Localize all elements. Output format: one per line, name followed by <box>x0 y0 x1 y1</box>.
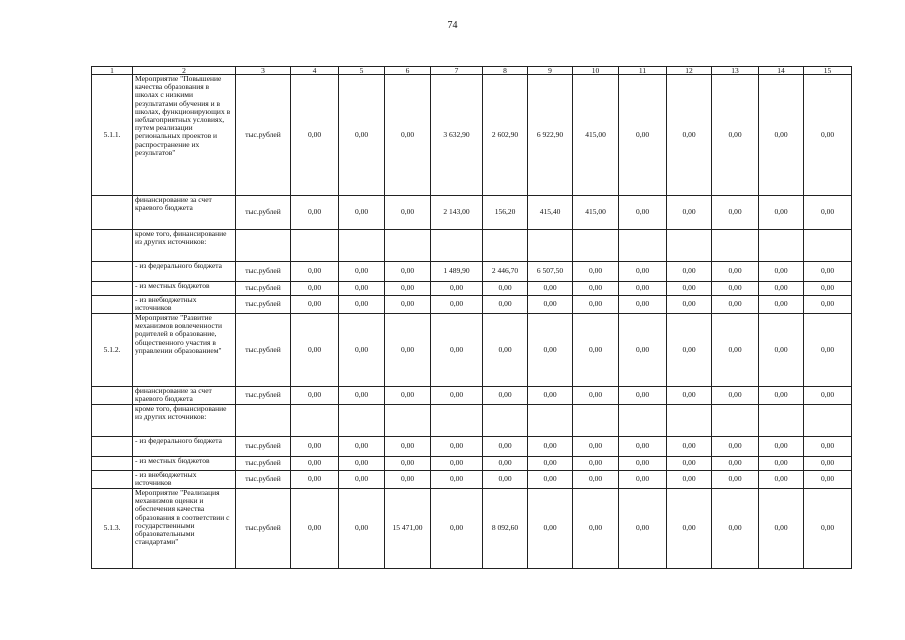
value-cell <box>712 405 759 437</box>
value-cell <box>291 405 339 437</box>
value-cell: 0,00 <box>759 296 804 314</box>
value-cell <box>431 405 483 437</box>
value-cell: 0,00 <box>528 282 573 296</box>
value-cell: 0,00 <box>291 437 339 457</box>
value-cell: 0,00 <box>804 387 852 405</box>
budget-table <box>91 66 852 569</box>
header-row <box>92 67 852 75</box>
value-cell: 0,00 <box>667 457 712 471</box>
value-cell: 0,00 <box>573 437 619 457</box>
value-cell: 0,00 <box>339 196 385 230</box>
value-cell: 0,00 <box>759 457 804 471</box>
row-code <box>92 282 133 296</box>
row-name: Мероприятие "Реализация механизмов оценки и обеспечения качества образования в соответствии с государственными образовательными стандартами" <box>133 489 236 569</box>
value-cell: 0,00 <box>573 471 619 489</box>
value-cell: 0,00 <box>291 471 339 489</box>
value-cell: 0,00 <box>385 457 431 471</box>
value-cell: 0,00 <box>291 489 339 569</box>
value-cell: 0,00 <box>667 314 712 387</box>
table-row <box>92 262 852 282</box>
value-cell <box>573 405 619 437</box>
value-cell: 0,00 <box>619 314 667 387</box>
value-cell: 0,00 <box>759 489 804 569</box>
value-cell: 0,00 <box>573 282 619 296</box>
value-cell: 0,00 <box>339 262 385 282</box>
value-cell: 0,00 <box>339 437 385 457</box>
value-cell: 0,00 <box>573 457 619 471</box>
row-name: - из федерального бюджета <box>133 437 236 457</box>
row-name: - из внебюджетных источников <box>133 471 236 489</box>
value-cell: 0,00 <box>804 296 852 314</box>
table-row <box>92 296 852 314</box>
value-cell: 0,00 <box>483 282 528 296</box>
value-cell: 0,00 <box>385 196 431 230</box>
value-cell <box>759 230 804 262</box>
row-code <box>92 196 133 230</box>
value-cell: 0,00 <box>431 489 483 569</box>
value-cell: 0,00 <box>339 387 385 405</box>
value-cell: 3 632,90 <box>431 75 483 196</box>
value-cell <box>528 230 573 262</box>
value-cell: 0,00 <box>759 314 804 387</box>
value-cell <box>385 405 431 437</box>
table-row <box>92 437 852 457</box>
value-cell: 0,00 <box>483 437 528 457</box>
row-name: кроме того, финансирование из других источников: <box>133 230 236 262</box>
table-row <box>92 489 852 569</box>
value-cell: 0,00 <box>759 437 804 457</box>
value-cell: 0,00 <box>804 75 852 196</box>
value-cell: 0,00 <box>385 262 431 282</box>
table-row <box>92 282 852 296</box>
row-unit: тыс.рублей <box>236 296 291 314</box>
row-unit: тыс.рублей <box>236 282 291 296</box>
row-code <box>92 230 133 262</box>
column-header: 2 <box>133 67 236 75</box>
row-unit: тыс.рублей <box>236 471 291 489</box>
value-cell: 6 922,90 <box>528 75 573 196</box>
value-cell: 0,00 <box>291 457 339 471</box>
value-cell <box>759 405 804 437</box>
value-cell: 0,00 <box>483 471 528 489</box>
value-cell: 0,00 <box>619 262 667 282</box>
value-cell: 0,00 <box>712 75 759 196</box>
row-name: - из местных бюджетов <box>133 457 236 471</box>
column-header: 4 <box>291 67 339 75</box>
column-header: 9 <box>528 67 573 75</box>
table-row <box>92 196 852 230</box>
value-cell <box>483 405 528 437</box>
value-cell: 0,00 <box>385 437 431 457</box>
value-cell: 2 446,70 <box>483 262 528 282</box>
value-cell: 0,00 <box>385 471 431 489</box>
value-cell: 0,00 <box>667 296 712 314</box>
table-row <box>92 75 852 196</box>
value-cell: 0,00 <box>431 314 483 387</box>
value-cell: 0,00 <box>667 196 712 230</box>
value-cell: 0,00 <box>385 282 431 296</box>
value-cell: 15 471,00 <box>385 489 431 569</box>
page-number: 74 <box>447 20 458 31</box>
column-header: 14 <box>759 67 804 75</box>
value-cell: 0,00 <box>528 314 573 387</box>
value-cell <box>431 230 483 262</box>
value-cell: 0,00 <box>759 196 804 230</box>
value-cell: 2 602,90 <box>483 75 528 196</box>
row-unit <box>236 230 291 262</box>
column-header: 10 <box>573 67 619 75</box>
value-cell: 0,00 <box>712 262 759 282</box>
value-cell: 0,00 <box>804 437 852 457</box>
value-cell: 0,00 <box>712 196 759 230</box>
value-cell: 156,20 <box>483 196 528 230</box>
row-name: - из местных бюджетов <box>133 282 236 296</box>
value-cell: 1 489,90 <box>431 262 483 282</box>
row-name: - из федерального бюджета <box>133 262 236 282</box>
value-cell: 6 507,50 <box>528 262 573 282</box>
value-cell <box>619 230 667 262</box>
value-cell: 0,00 <box>804 196 852 230</box>
value-cell: 0,00 <box>712 314 759 387</box>
value-cell: 0,00 <box>431 437 483 457</box>
table-row <box>92 230 852 262</box>
value-cell: 0,00 <box>759 471 804 489</box>
row-name: Мероприятие "Развитие механизмов вовлеченности родителей в образование, общественного участия в управлении образованием" <box>133 314 236 387</box>
row-name: кроме того, финансирование из других источников: <box>133 405 236 437</box>
value-cell: 0,00 <box>291 314 339 387</box>
value-cell: 0,00 <box>619 196 667 230</box>
value-cell: 0,00 <box>431 282 483 296</box>
value-cell: 0,00 <box>804 489 852 569</box>
row-code <box>92 457 133 471</box>
value-cell: 0,00 <box>759 387 804 405</box>
value-cell: 0,00 <box>291 196 339 230</box>
value-cell: 0,00 <box>528 437 573 457</box>
row-code <box>92 437 133 457</box>
table-row <box>92 387 852 405</box>
value-cell: 0,00 <box>573 296 619 314</box>
column-header: 1 <box>92 67 133 75</box>
row-name: финансирование за счет краевого бюджета <box>133 387 236 405</box>
value-cell: 0,00 <box>619 282 667 296</box>
value-cell: 0,00 <box>528 489 573 569</box>
row-code <box>92 262 133 282</box>
value-cell: 0,00 <box>667 471 712 489</box>
value-cell <box>804 230 852 262</box>
value-cell: 0,00 <box>339 296 385 314</box>
value-cell: 0,00 <box>528 296 573 314</box>
column-header: 3 <box>236 67 291 75</box>
value-cell: 0,00 <box>759 282 804 296</box>
value-cell: 0,00 <box>759 75 804 196</box>
value-cell: 0,00 <box>339 314 385 387</box>
value-cell: 0,00 <box>667 437 712 457</box>
row-unit: тыс.рублей <box>236 489 291 569</box>
value-cell: 0,00 <box>712 457 759 471</box>
value-cell: 0,00 <box>339 489 385 569</box>
table-row <box>92 405 852 437</box>
column-header: 11 <box>619 67 667 75</box>
row-unit: тыс.рублей <box>236 387 291 405</box>
value-cell: 0,00 <box>385 296 431 314</box>
value-cell: 0,00 <box>573 262 619 282</box>
value-cell <box>339 405 385 437</box>
column-header: 13 <box>712 67 759 75</box>
value-cell: 0,00 <box>483 296 528 314</box>
row-unit: тыс.рублей <box>236 75 291 196</box>
value-cell: 0,00 <box>619 457 667 471</box>
row-code <box>92 405 133 437</box>
value-cell: 0,00 <box>385 314 431 387</box>
value-cell: 0,00 <box>619 75 667 196</box>
value-cell: 0,00 <box>385 387 431 405</box>
table-row <box>92 457 852 471</box>
value-cell: 0,00 <box>712 296 759 314</box>
row-code: 5.1.1. <box>92 75 133 196</box>
column-header: 7 <box>431 67 483 75</box>
value-cell: 0,00 <box>528 471 573 489</box>
value-cell: 0,00 <box>385 75 431 196</box>
value-cell <box>804 405 852 437</box>
value-cell <box>339 230 385 262</box>
value-cell: 0,00 <box>431 387 483 405</box>
value-cell: 0,00 <box>291 75 339 196</box>
value-cell: 0,00 <box>291 282 339 296</box>
row-unit: тыс.рублей <box>236 457 291 471</box>
row-unit <box>236 405 291 437</box>
value-cell: 0,00 <box>712 437 759 457</box>
value-cell: 0,00 <box>573 489 619 569</box>
value-cell: 0,00 <box>619 471 667 489</box>
value-cell: 415,00 <box>573 75 619 196</box>
value-cell <box>712 230 759 262</box>
value-cell: 0,00 <box>483 314 528 387</box>
value-cell: 0,00 <box>431 296 483 314</box>
value-cell: 0,00 <box>573 387 619 405</box>
value-cell <box>385 230 431 262</box>
value-cell: 0,00 <box>667 387 712 405</box>
value-cell <box>528 405 573 437</box>
value-cell: 0,00 <box>339 75 385 196</box>
value-cell: 415,00 <box>573 196 619 230</box>
row-unit: тыс.рублей <box>236 196 291 230</box>
value-cell: 2 143,00 <box>431 196 483 230</box>
value-cell: 0,00 <box>619 489 667 569</box>
column-header: 8 <box>483 67 528 75</box>
value-cell: 0,00 <box>619 387 667 405</box>
row-code <box>92 471 133 489</box>
row-unit: тыс.рублей <box>236 437 291 457</box>
value-cell: 0,00 <box>804 282 852 296</box>
column-header: 12 <box>667 67 712 75</box>
value-cell: 0,00 <box>483 457 528 471</box>
value-cell: 0,00 <box>667 75 712 196</box>
value-cell <box>619 405 667 437</box>
table-row <box>92 471 852 489</box>
value-cell: 0,00 <box>339 282 385 296</box>
row-code <box>92 296 133 314</box>
value-cell: 0,00 <box>804 471 852 489</box>
value-cell: 0,00 <box>431 457 483 471</box>
row-code <box>92 387 133 405</box>
value-cell <box>483 230 528 262</box>
value-cell <box>573 230 619 262</box>
row-unit: тыс.рублей <box>236 262 291 282</box>
value-cell: 0,00 <box>804 457 852 471</box>
value-cell: 415,40 <box>528 196 573 230</box>
value-cell: 0,00 <box>291 387 339 405</box>
column-header: 15 <box>804 67 852 75</box>
value-cell: 0,00 <box>667 489 712 569</box>
value-cell: 0,00 <box>667 262 712 282</box>
value-cell: 0,00 <box>712 489 759 569</box>
table-row <box>92 314 852 387</box>
value-cell <box>291 230 339 262</box>
value-cell <box>667 230 712 262</box>
row-name: финансирование за счет краевого бюджета <box>133 196 236 230</box>
value-cell: 0,00 <box>528 457 573 471</box>
value-cell: 0,00 <box>619 296 667 314</box>
value-cell: 0,00 <box>667 282 712 296</box>
value-cell: 0,00 <box>712 282 759 296</box>
value-cell: 0,00 <box>291 296 339 314</box>
row-code: 5.1.2. <box>92 314 133 387</box>
row-code: 5.1.3. <box>92 489 133 569</box>
row-unit: тыс.рублей <box>236 314 291 387</box>
value-cell <box>667 405 712 437</box>
value-cell: 0,00 <box>759 262 804 282</box>
value-cell: 0,00 <box>339 471 385 489</box>
value-cell: 0,00 <box>804 314 852 387</box>
value-cell: 0,00 <box>431 471 483 489</box>
row-name: Мероприятие "Повышение качества образования в школах с низкими результатами обучения и в школах, функционирующих в неблагоприятных условиях, путем реализации региональных проектов и распространение их результатов" <box>133 75 236 196</box>
value-cell: 0,00 <box>712 387 759 405</box>
value-cell: 0,00 <box>619 437 667 457</box>
column-header: 6 <box>385 67 431 75</box>
value-cell: 0,00 <box>804 262 852 282</box>
value-cell: 0,00 <box>573 314 619 387</box>
row-name: - из внебюджетных источников <box>133 296 236 314</box>
value-cell: 0,00 <box>712 471 759 489</box>
column-header: 5 <box>339 67 385 75</box>
value-cell: 0,00 <box>291 262 339 282</box>
value-cell: 0,00 <box>483 387 528 405</box>
value-cell: 0,00 <box>339 457 385 471</box>
value-cell: 0,00 <box>528 387 573 405</box>
value-cell: 8 092,60 <box>483 489 528 569</box>
